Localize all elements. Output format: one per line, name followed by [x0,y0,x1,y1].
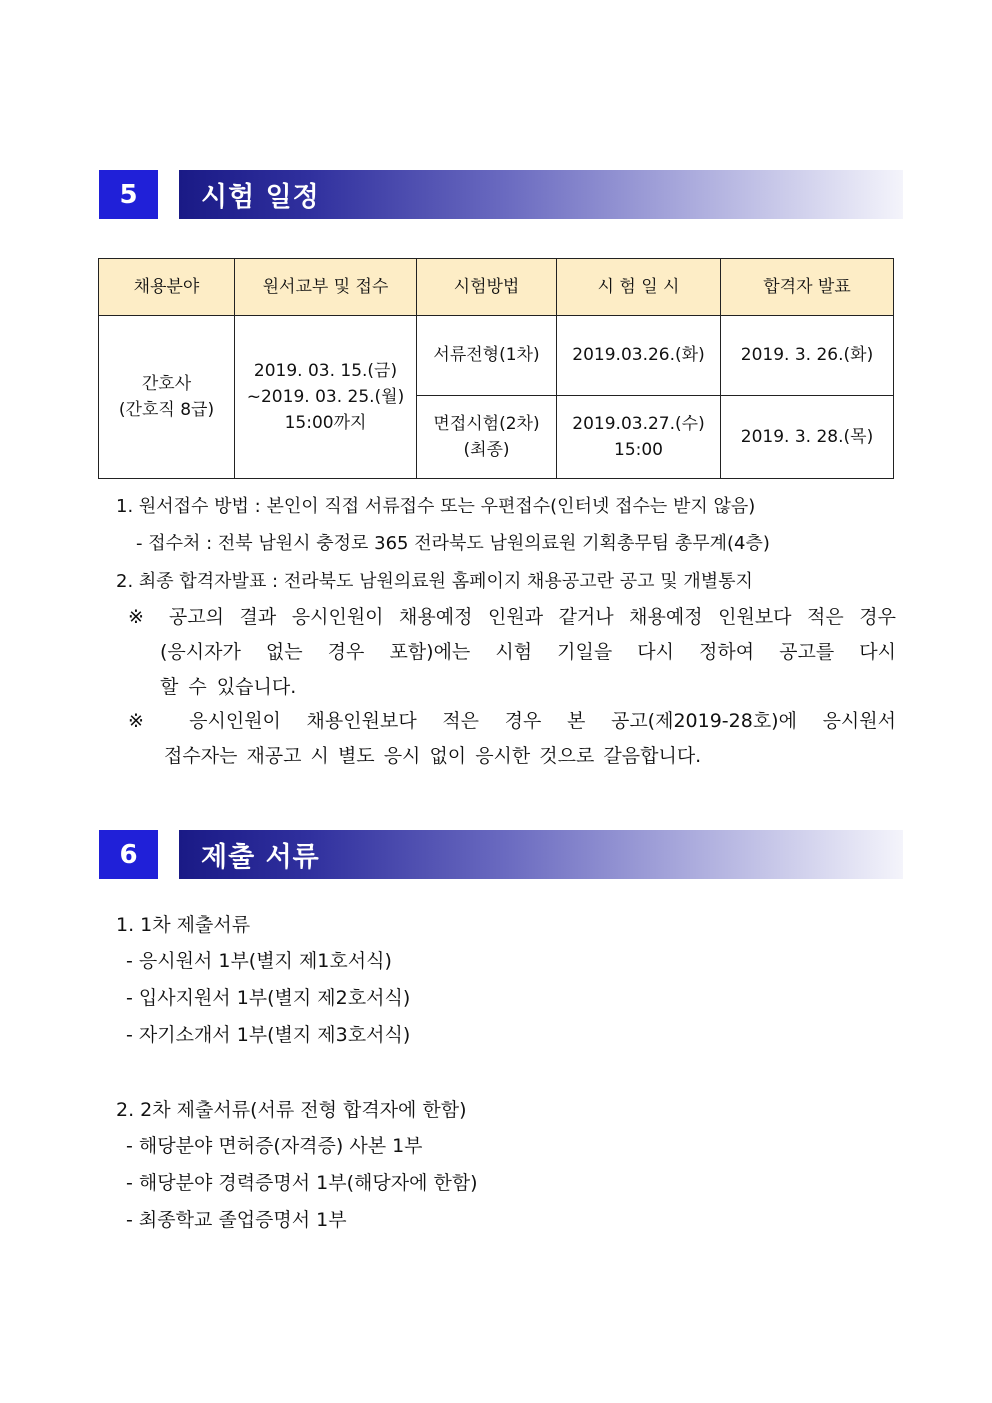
header-application: 원서교부 및 접수 [235,259,417,316]
cell-application [235,316,417,479]
cell-announce: 2019. 3. 26.(화) [721,316,894,395]
table-row [99,316,894,395]
remark-1-line-2: (응시자가 없는 경우 포함)에는 시험 기일을 다시 정하여 공고를 다시 [160,641,896,663]
exam-schedule-table [98,258,894,479]
table-header-row [99,259,894,316]
method-line: 면접시험(2차) [433,413,540,434]
cell-method [417,316,557,395]
remark-2-line-1: ※ 응시인원이 채용인원보다 적은 경우 본 공고(제2019-28호)에 응시원서 [128,710,896,732]
section-number: 6 [99,830,158,879]
header-announce: 합격자 발표 [721,259,894,316]
doc-item: - 응시원서 1부(별지 제1호서식) [126,950,392,972]
datetime-line: 2019.03.27.(수) [572,413,705,434]
remark-1-line-3: 할 수 있습니다. [160,676,297,698]
section-number: 5 [99,170,158,219]
section-5-header [99,170,903,219]
cell-method [417,395,557,478]
doc-item: - 해당분야 면허증(자격증) 사본 1부 [126,1135,423,1157]
application-line: ~2019. 03. 25.(월) [246,387,405,408]
datetime-line: 2019.03.26.(화) [572,345,705,366]
field-line: 간호사 [141,374,192,395]
docs-heading-1: 1. 1차 제출서류 [116,914,251,936]
cell-announce: 2019. 3. 28.(목) [721,395,894,478]
method-line: 서류전형(1차) [433,345,540,366]
note-announcement: 2. 최종 합격자발표 : 전라북도 남원의료원 홈페이지 채용공고란 공고 및 개별통지 [116,571,753,592]
section-title: 시험 일정 [179,170,903,219]
section-title: 제출 서류 [179,830,903,879]
doc-item: - 최종학교 졸업증명서 1부 [126,1209,347,1231]
docs-heading-2: 2. 2차 제출서류(서류 전형 합격자에 한함) [116,1099,467,1121]
method-line: (최종) [463,439,510,460]
cell-datetime [557,395,721,478]
header-method: 시험방법 [417,259,557,316]
note-reception-place: - 접수처 : 전북 남원시 충정로 365 전라북도 남원의료원 기획총무팀 총무계(4층) [136,533,770,554]
doc-item: - 자기소개서 1부(별지 제3호서식) [126,1024,411,1046]
doc-item: - 해당분야 경력증명서 1부(해당자에 한함) [126,1172,478,1194]
cell-field [99,316,235,479]
note-application-method: 1. 원서접수 방법 : 본인이 직접 서류접수 또는 우편접수(인터넷 접수는 받지 않음) [116,496,756,517]
application-line: 15:00까지 [284,413,367,434]
header-datetime: 시 험 일 시 [557,259,721,316]
field-line: (간호직 8급) [118,400,215,421]
remark-2-line-2: 접수자는 재공고 시 별도 응시 없이 응시한 것으로 갈음합니다. [164,745,702,767]
header-field: 채용분야 [99,259,235,316]
application-line: 2019. 03. 15.(금) [253,361,398,382]
cell-datetime [557,316,721,395]
doc-item: - 입사지원서 1부(별지 제2호서식) [126,987,411,1009]
section-6-header [99,830,903,879]
remark-1-line-1: ※ 공고의 결과 응시인원이 채용예정 인원과 같거나 채용예정 인원보다 적은 경우 [128,606,896,628]
datetime-line: 15:00 [614,439,663,460]
